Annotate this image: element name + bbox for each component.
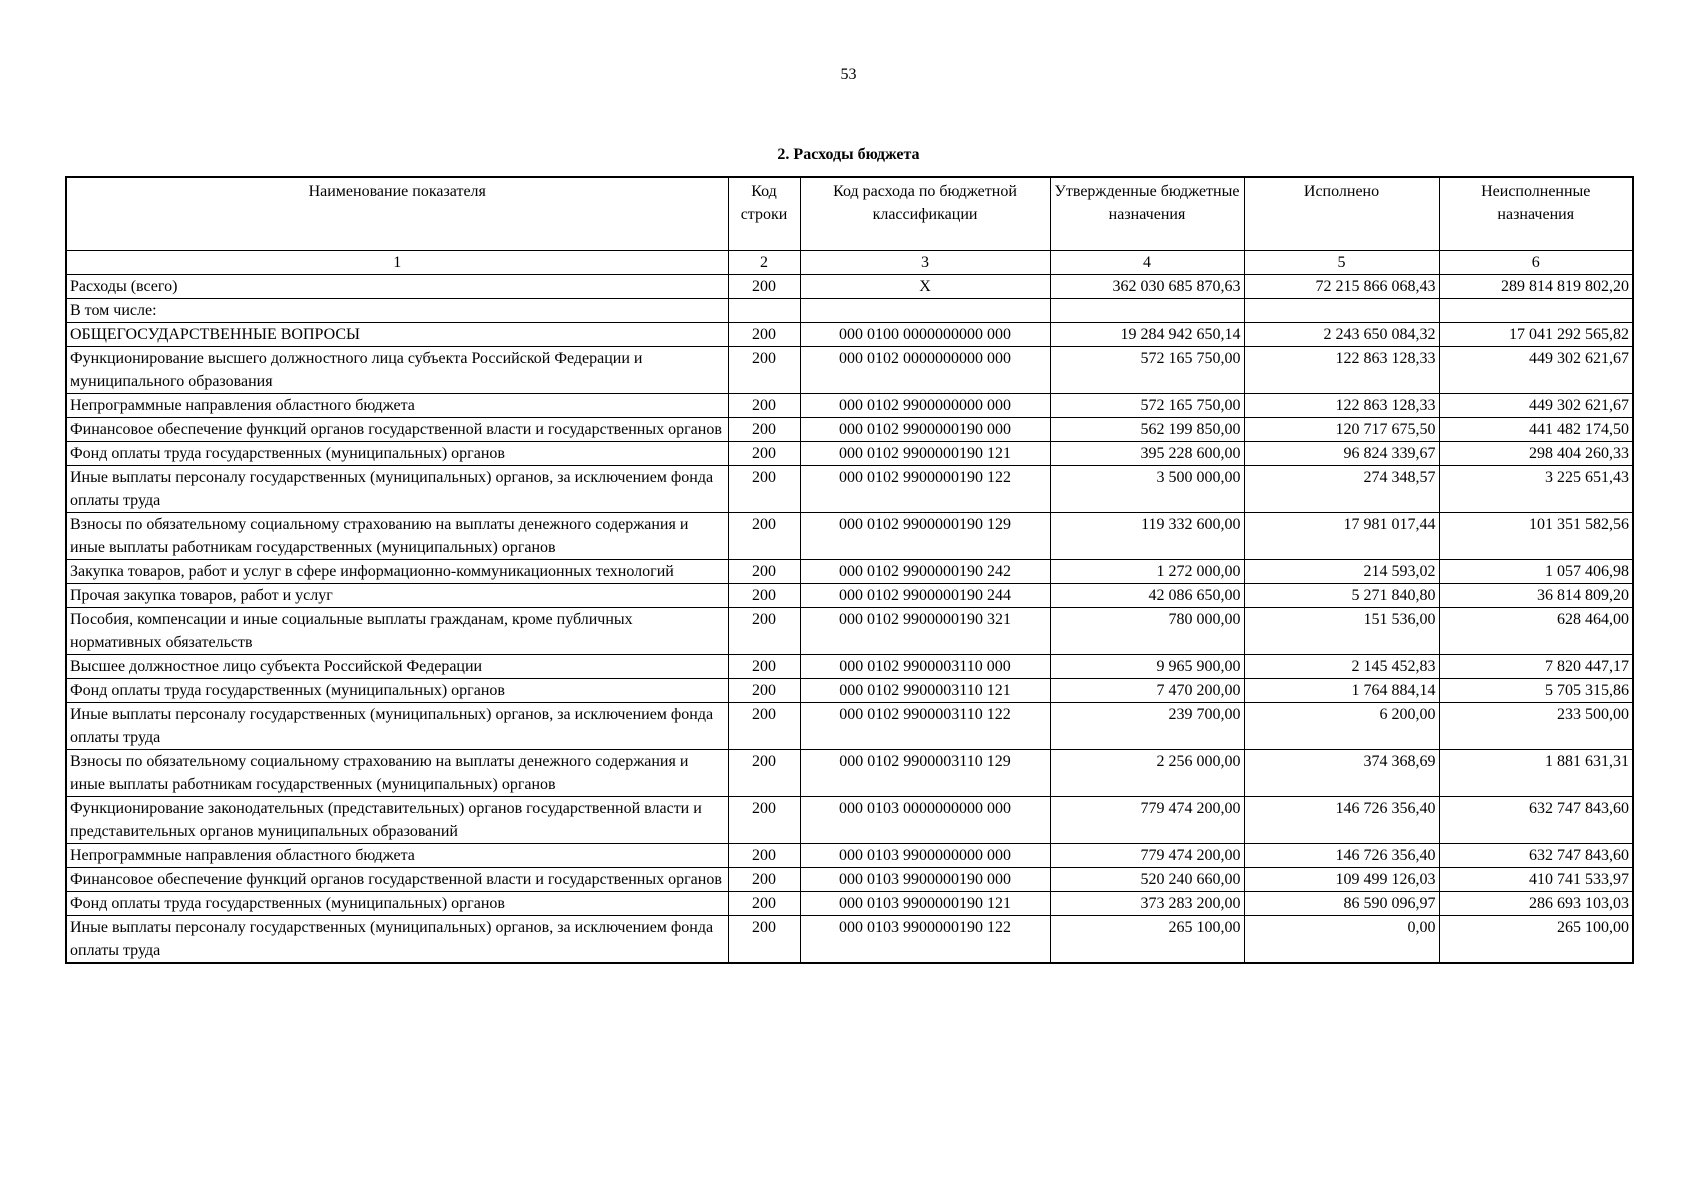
row-code: 200 [728,844,800,868]
row-unexecuted: 632 747 843,60 [1439,797,1633,844]
row-approved: 395 228 600,00 [1050,442,1244,466]
column-number: 6 [1439,251,1633,275]
row-unexecuted: 101 351 582,56 [1439,513,1633,560]
table-row [66,868,1633,892]
table-row [66,655,1633,679]
row-name: Финансовое обеспечение функций органов государственной власти и государственных органов [66,868,728,892]
row-executed: 86 590 096,97 [1244,892,1439,916]
row-unexecuted: 1 881 631,31 [1439,750,1633,797]
column-number: 3 [800,251,1050,275]
row-approved: 42 086 650,00 [1050,584,1244,608]
row-unexecuted: 632 747 843,60 [1439,844,1633,868]
row-code: 200 [728,916,800,964]
header-unexecuted: Неисполненные назначения [1439,177,1633,251]
row-name: Непрограммные направления областного бюджета [66,394,728,418]
table-row [66,703,1633,750]
row-approved: 265 100,00 [1050,916,1244,964]
row-approved: 119 332 600,00 [1050,513,1244,560]
row-approved: 19 284 942 650,14 [1050,323,1244,347]
row-code: 200 [728,442,800,466]
row-executed: 274 348,57 [1244,466,1439,513]
header-approved: Утвержденные бюджетные назначения [1050,177,1244,251]
row-code: 200 [728,655,800,679]
row-budget-code: 000 0102 9900000190 122 [800,466,1050,513]
row-code: 200 [728,394,800,418]
row-name: Прочая закупка товаров, работ и услуг [66,584,728,608]
row-unexecuted: 449 302 621,67 [1439,394,1633,418]
row-unexecuted: 36 814 809,20 [1439,584,1633,608]
row-code: 200 [728,868,800,892]
row-budget-code: 000 0102 9900003110 122 [800,703,1050,750]
row-name: Иные выплаты персоналу государственных (муниципальных) органов, за исключением фонда оплаты труда [66,466,728,513]
table-row [66,275,1633,299]
table-row [66,560,1633,584]
row-name: Взносы по обязательному социальному страхованию на выплаты денежного содержания и иные выплаты работникам государственных (муниципальных) органов [66,513,728,560]
table-header-row [66,177,1633,251]
table-row [66,299,1633,323]
row-unexecuted: 1 057 406,98 [1439,560,1633,584]
row-name: Пособия, компенсации и иные социальные выплаты гражданам, кроме публичных нормативных обязательств [66,608,728,655]
row-name: Взносы по обязательному социальному страхованию на выплаты денежного содержания и иные выплаты работникам государственных (муниципальных) органов [66,750,728,797]
row-code: 200 [728,466,800,513]
header-name: Наименование показателя [66,177,728,251]
table-row [66,844,1633,868]
row-executed [1244,299,1439,323]
row-budget-code: 000 0102 9900000190 242 [800,560,1050,584]
row-unexecuted: 17 041 292 565,82 [1439,323,1633,347]
header-row-code: Код строки [728,177,800,251]
column-number: 5 [1244,251,1439,275]
row-approved: 779 474 200,00 [1050,797,1244,844]
table-row [66,442,1633,466]
row-executed: 374 368,69 [1244,750,1439,797]
table-row [66,797,1633,844]
row-budget-code: 000 0102 9900003110 000 [800,655,1050,679]
header-budget-code: Код расхода по бюджетной классификации [800,177,1050,251]
row-name: Финансовое обеспечение функций органов государственной власти и государственных органов [66,418,728,442]
row-approved: 362 030 685 870,63 [1050,275,1244,299]
row-code: 200 [728,347,800,394]
row-code: 200 [728,513,800,560]
row-budget-code: 000 0102 9900000190 129 [800,513,1050,560]
row-budget-code: 000 0102 9900000190 321 [800,608,1050,655]
column-numbers-row [66,251,1633,275]
row-approved: 520 240 660,00 [1050,868,1244,892]
row-approved: 779 474 200,00 [1050,844,1244,868]
row-code: 200 [728,584,800,608]
row-unexecuted: 449 302 621,67 [1439,347,1633,394]
row-budget-code: 000 0102 9900000190 000 [800,418,1050,442]
row-name: Иные выплаты персоналу государственных (муниципальных) органов, за исключением фонда оплаты труда [66,703,728,750]
row-budget-code: 000 0103 0000000000 000 [800,797,1050,844]
row-unexecuted: 265 100,00 [1439,916,1633,964]
row-executed: 6 200,00 [1244,703,1439,750]
row-budget-code: 000 0102 9900000000 000 [800,394,1050,418]
row-code: 200 [728,679,800,703]
row-budget-code: 000 0102 9900003110 129 [800,750,1050,797]
column-number: 2 [728,251,800,275]
row-code: 200 [728,750,800,797]
row-name: Расходы (всего) [66,275,728,299]
row-executed: 214 593,02 [1244,560,1439,584]
row-unexecuted: 298 404 260,33 [1439,442,1633,466]
table-row [66,418,1633,442]
row-name: Непрограммные направления областного бюджета [66,844,728,868]
row-executed: 146 726 356,40 [1244,844,1439,868]
row-budget-code: 000 0103 9900000190 122 [800,916,1050,964]
row-executed: 5 271 840,80 [1244,584,1439,608]
row-approved: 562 199 850,00 [1050,418,1244,442]
row-executed: 146 726 356,40 [1244,797,1439,844]
row-code: 200 [728,323,800,347]
table-row [66,608,1633,655]
row-budget-code [800,299,1050,323]
row-budget-code: X [800,275,1050,299]
row-code: 200 [728,797,800,844]
row-name: Закупка товаров, работ и услуг в сфере информационно-коммуникационных технологий [66,560,728,584]
row-unexecuted: 289 814 819 802,20 [1439,275,1633,299]
column-number: 4 [1050,251,1244,275]
row-code: 200 [728,418,800,442]
row-name: Фонд оплаты труда государственных (муниципальных) органов [66,892,728,916]
row-executed: 120 717 675,50 [1244,418,1439,442]
budget-expenses-table [65,176,1634,964]
row-budget-code: 000 0102 9900000190 244 [800,584,1050,608]
row-code: 200 [728,892,800,916]
row-budget-code: 000 0102 9900000190 121 [800,442,1050,466]
row-name: Фонд оплаты труда государственных (муниципальных) органов [66,679,728,703]
row-unexecuted: 7 820 447,17 [1439,655,1633,679]
row-unexecuted: 5 705 315,86 [1439,679,1633,703]
row-executed: 96 824 339,67 [1244,442,1439,466]
table-row [66,323,1633,347]
row-budget-code: 000 0103 9900000190 121 [800,892,1050,916]
row-approved: 572 165 750,00 [1050,347,1244,394]
table-row [66,584,1633,608]
row-approved: 3 500 000,00 [1050,466,1244,513]
row-code: 200 [728,703,800,750]
row-executed: 1 764 884,14 [1244,679,1439,703]
row-budget-code: 000 0100 0000000000 000 [800,323,1050,347]
row-approved: 7 470 200,00 [1050,679,1244,703]
row-approved [1050,299,1244,323]
row-code [728,299,800,323]
row-name: Фонд оплаты труда государственных (муниципальных) органов [66,442,728,466]
row-budget-code: 000 0103 9900000000 000 [800,844,1050,868]
row-budget-code: 000 0102 0000000000 000 [800,347,1050,394]
row-name: Функционирование высшего должностного лица субъекта Российской Федерации и муниципального образования [66,347,728,394]
row-unexecuted: 410 741 533,97 [1439,868,1633,892]
header-executed: Исполнено [1244,177,1439,251]
row-budget-code: 000 0103 9900000190 000 [800,868,1050,892]
row-approved: 373 283 200,00 [1050,892,1244,916]
row-unexecuted [1439,299,1633,323]
row-name: ОБЩЕГОСУДАРСТВЕННЫЕ ВОПРОСЫ [66,323,728,347]
table-row [66,892,1633,916]
page-number: 53 [840,66,857,83]
table-row [66,513,1633,560]
row-name: Иные выплаты персоналу государственных (муниципальных) органов, за исключением фонда оплаты труда [66,916,728,964]
table-row [66,347,1633,394]
section-title: 2. Расходы бюджета [777,146,920,163]
row-approved: 239 700,00 [1050,703,1244,750]
row-executed: 72 215 866 068,43 [1244,275,1439,299]
table-row [66,750,1633,797]
row-budget-code: 000 0102 9900003110 121 [800,679,1050,703]
row-executed: 0,00 [1244,916,1439,964]
row-executed: 2 145 452,83 [1244,655,1439,679]
row-unexecuted: 628 464,00 [1439,608,1633,655]
row-unexecuted: 441 482 174,50 [1439,418,1633,442]
row-approved: 1 272 000,00 [1050,560,1244,584]
row-executed: 151 536,00 [1244,608,1439,655]
row-executed: 2 243 650 084,32 [1244,323,1439,347]
row-code: 200 [728,560,800,584]
row-unexecuted: 286 693 103,03 [1439,892,1633,916]
table-row [66,679,1633,703]
row-executed: 122 863 128,33 [1244,347,1439,394]
row-code: 200 [728,608,800,655]
row-name: Функционирование законодательных (представительных) органов государственной власти и представительных органов муниципальных образований [66,797,728,844]
row-name: В том числе: [66,299,728,323]
row-name: Высшее должностное лицо субъекта Российской Федерации [66,655,728,679]
row-executed: 109 499 126,03 [1244,868,1439,892]
table-row [66,916,1633,964]
row-unexecuted: 3 225 651,43 [1439,466,1633,513]
column-number: 1 [66,251,728,275]
row-approved: 2 256 000,00 [1050,750,1244,797]
table-row [66,394,1633,418]
table-row [66,466,1633,513]
row-executed: 122 863 128,33 [1244,394,1439,418]
row-approved: 780 000,00 [1050,608,1244,655]
row-unexecuted: 233 500,00 [1439,703,1633,750]
row-approved: 9 965 900,00 [1050,655,1244,679]
row-code: 200 [728,275,800,299]
row-approved: 572 165 750,00 [1050,394,1244,418]
row-executed: 17 981 017,44 [1244,513,1439,560]
